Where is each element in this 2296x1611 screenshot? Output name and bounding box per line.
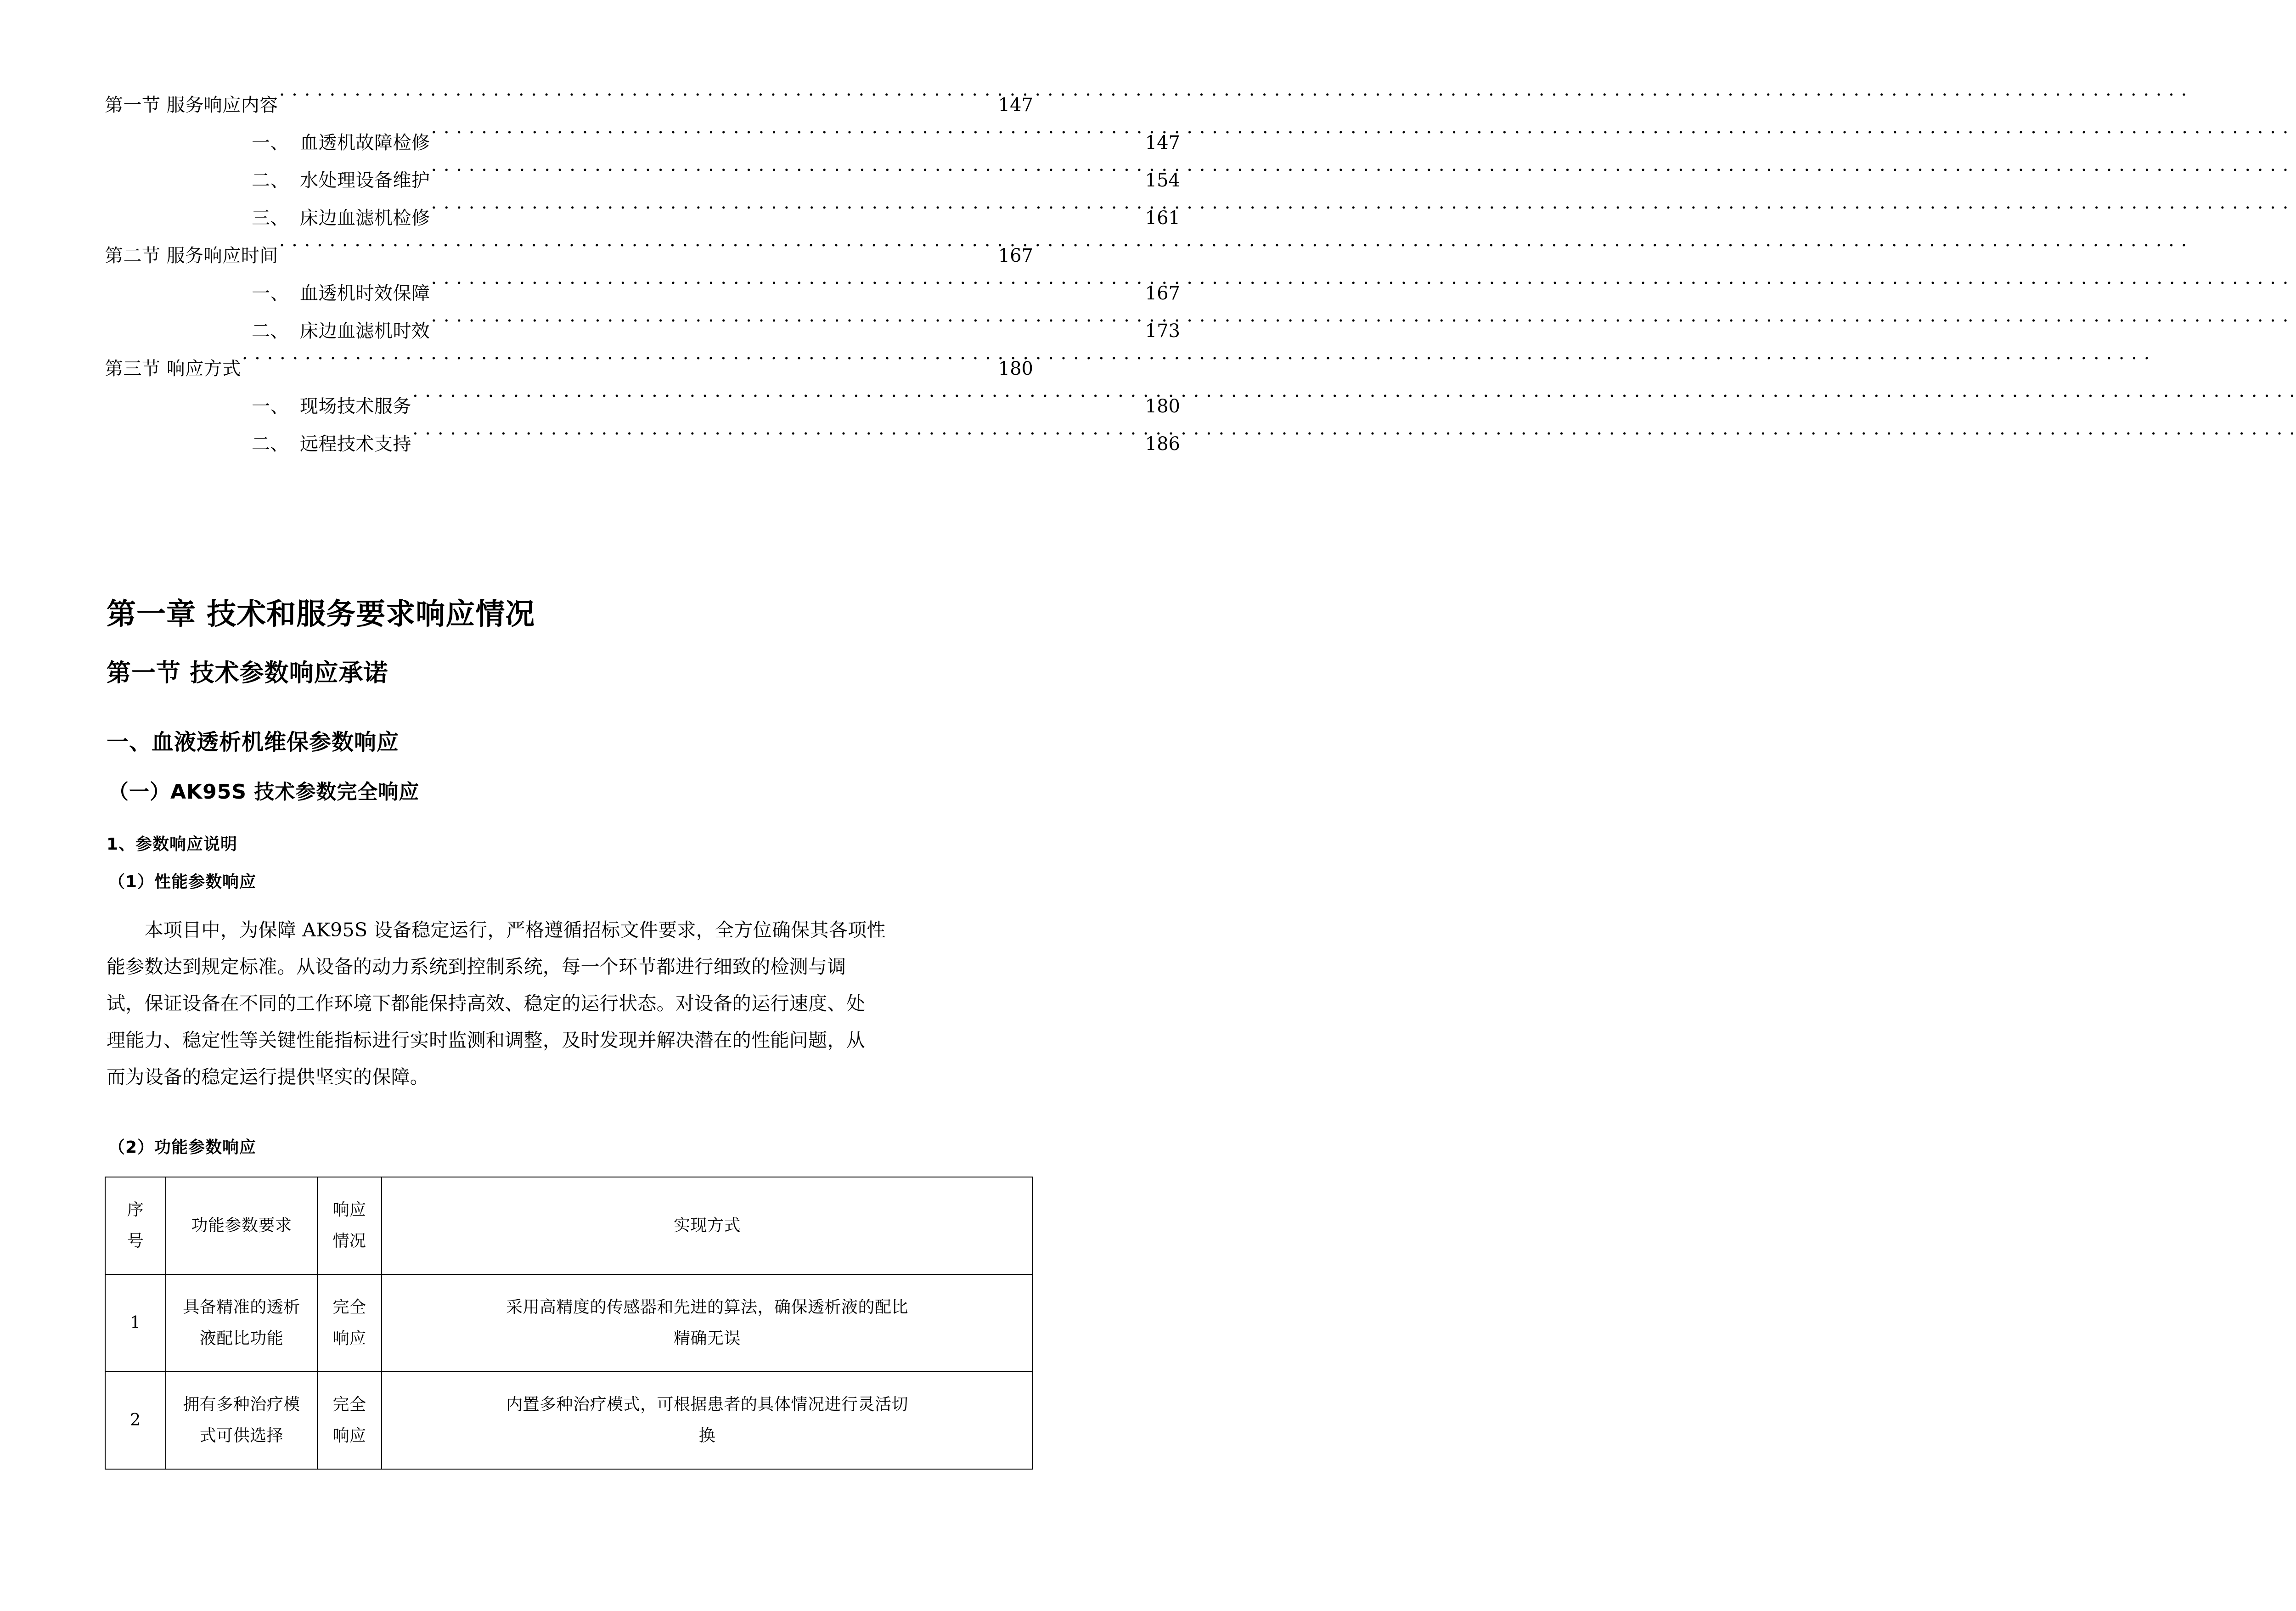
requirement-line2: 液配比功能 — [199, 1329, 284, 1348]
response-line2: 响应 — [332, 1329, 366, 1348]
table-header-index-line2: 号 — [127, 1232, 144, 1250]
toc-entry-label — [252, 275, 430, 312]
subsection-heading-level3: 1、参数响应说明 — [107, 835, 238, 854]
toc-entry-page: 154 — [1145, 170, 1180, 191]
toc-entry-prefix: 二、 — [252, 321, 289, 342]
toc-entry-page: 167 — [1145, 283, 1180, 304]
table-header-requirement: 功能参数要求 — [166, 1177, 317, 1274]
body-paragraph — [107, 912, 1034, 1095]
toc-entry-prefix: 三、 — [252, 208, 289, 229]
method-line1: 内置多种治疗模式，可根据患者的具体情况进行灵活切 — [506, 1395, 908, 1414]
table-cell-requirement — [166, 1274, 317, 1372]
method-line2: 精确无误 — [673, 1329, 741, 1348]
subsection-heading-level2: （一）AK95S 技术参数完全响应 — [108, 780, 420, 804]
toc-entry-page: 161 — [1145, 208, 1180, 229]
toc-entry-page: 186 — [1145, 434, 1180, 455]
table-cell-response — [317, 1372, 382, 1469]
table-cell-index: 1 — [105, 1274, 166, 1372]
table-header-index-line1: 序 — [127, 1200, 144, 1219]
table-header-index — [105, 1177, 166, 1274]
toc-entry-label: 第三节 响应方式 — [105, 358, 241, 379]
table-cell-requirement — [166, 1372, 317, 1469]
toc-entry-prefix: 二、 — [252, 434, 289, 455]
toc-entry-prefix: 二、 — [252, 170, 289, 191]
toc-entry-title: 血透机故障检修 — [300, 132, 430, 153]
toc-entry[interactable] — [105, 425, 1180, 463]
toc-entry-title: 血透机时效保障 — [300, 283, 430, 304]
table-header-response-line1: 响应 — [332, 1200, 366, 1219]
table-cell-method — [382, 1372, 1033, 1469]
toc-entry-page: 147 — [998, 95, 1033, 116]
chapter-heading: 第一章 技术和服务要求响应情况 — [107, 597, 535, 631]
subsection-heading-level5: （2）功能参数响应 — [108, 1138, 257, 1157]
table-cell-index: 2 — [105, 1372, 166, 1469]
section-heading: 第一节 技术参数响应承诺 — [107, 659, 388, 687]
table-cell-response — [317, 1274, 382, 1372]
method-line1: 采用高精度的传感器和先进的算法，确保透析液的配比 — [506, 1298, 908, 1317]
requirement-line2: 式可供选择 — [199, 1426, 284, 1445]
toc-entry-title: 远程技术支持 — [300, 434, 411, 455]
table-of-contents — [105, 86, 1180, 463]
toc-entry-page: 180 — [1145, 396, 1180, 417]
table-row — [105, 1274, 1033, 1372]
toc-entry-label: 第二节 服务响应时间 — [105, 245, 278, 266]
table-header-response — [317, 1177, 382, 1274]
table-header-response-line2: 情况 — [332, 1232, 366, 1250]
paragraph-line: 试，保证设备在不同的工作环境下都能保持高效、稳定的运行状态。对设备的运行速度、处 — [107, 992, 865, 1014]
subsection-heading-level1: 一、血液透析机维保参数响应 — [107, 729, 400, 755]
toc-entry-label — [252, 388, 411, 425]
paragraph-line: 而为设备的稳定运行提供坚实的保障。 — [107, 1066, 429, 1088]
table-row — [105, 1372, 1033, 1469]
toc-entry-label — [252, 124, 430, 162]
table-header-row — [105, 1177, 1033, 1274]
toc-entry-page: 147 — [1145, 132, 1180, 153]
subsection-heading-level4: （1）性能参数响应 — [108, 873, 257, 891]
toc-entry-label: 第一节 服务响应内容 — [105, 95, 278, 116]
toc-entry-prefix: 一、 — [252, 283, 289, 304]
toc-entry-prefix: 一、 — [252, 396, 289, 417]
toc-entry-label — [252, 162, 430, 199]
toc-entry-title: 床边血滤机时效 — [300, 321, 430, 342]
toc-entry-page: 167 — [998, 245, 1033, 266]
method-line2: 换 — [698, 1426, 716, 1445]
response-line1: 完全 — [332, 1395, 366, 1414]
toc-entry-label — [252, 425, 411, 463]
table-header-method: 实现方式 — [382, 1177, 1033, 1274]
toc-entry-title: 现场技术服务 — [300, 396, 411, 417]
toc-entry-title: 水处理设备维护 — [300, 170, 430, 191]
paragraph-line: 本项目中，为保障 AK95S 设备稳定运行，严格遵循招标文件要求，全方位确保其各项性 — [107, 919, 886, 941]
toc-leader-dots — [412, 432, 1129, 450]
requirement-line1: 具备精准的透析 — [183, 1298, 300, 1317]
function-parameter-table — [105, 1177, 1033, 1470]
paragraph-line: 能参数达到规定标准。从设备的动力系统到控制系统，每一个环节都进行细致的检测与调 — [107, 956, 846, 978]
response-line1: 完全 — [332, 1298, 366, 1317]
response-line2: 响应 — [332, 1426, 366, 1445]
requirement-line1: 拥有多种治疗模 — [183, 1395, 300, 1414]
toc-entry-prefix: 一、 — [252, 132, 289, 153]
table-cell-method — [382, 1274, 1033, 1372]
toc-entry-page: 173 — [1145, 321, 1180, 342]
toc-entry-title: 床边血滤机检修 — [300, 208, 430, 229]
toc-entry-page: 180 — [998, 358, 1033, 379]
paragraph-line: 理能力、稳定性等关键性能指标进行实时监测和调整，及时发现并解决潜在的性能问题，从 — [107, 1029, 865, 1051]
